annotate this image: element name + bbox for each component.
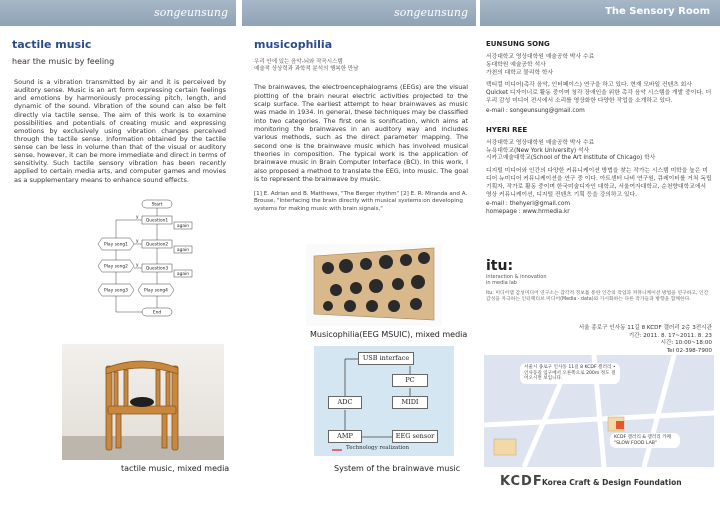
references: [1] E. Adrian and B. Matthews, "The Berger rhythm" [2] E. R. Miranda and A. Brouse, "Interfacing the brain directly with musical systems:on developing systems for making music with brain signals," <box>254 191 468 212</box>
amp-box: AMP <box>328 430 362 443</box>
adc-box: ADC <box>328 396 362 409</box>
kcdf-footer <box>500 474 718 494</box>
flow-question3: Question3 <box>145 266 169 272</box>
photo-speaker-wall <box>306 244 442 326</box>
flow-again-1: again <box>176 224 190 229</box>
degree-line: 시카고예술대학교(School of the Art Institute of Chicago) 학사 <box>486 155 656 162</box>
usb-interface-box: USB interface <box>358 352 414 365</box>
phone-number: Tel 02-398-7900 <box>666 347 712 354</box>
flow-end: End <box>152 310 162 316</box>
bio-name-eunsung: EUNSUNG SONG <box>486 40 550 48</box>
flow-play-song4: Play song4 <box>144 288 168 294</box>
kcdf-logo: KCDF <box>500 474 543 489</box>
degree-line: 동대학원 예술공학 석사 <box>486 61 546 68</box>
brainwave-system-diagram <box>314 346 454 456</box>
degree-line: 서강대학교 영상대학원 예술공학 박사 수료 <box>486 139 595 146</box>
midi-box: MIDI <box>392 396 428 409</box>
author-name: songeunsung <box>154 6 228 19</box>
bio-name-hyeri: HYERI REE <box>486 125 528 134</box>
header-band <box>242 0 476 26</box>
flow-play-song2: Play song2 <box>104 264 128 270</box>
flow-question2: Question2 <box>145 242 169 248</box>
degree-line: 가천의 대학교 물리학 학사 <box>486 69 554 76</box>
section-subtitle: hear the music by feeling <box>12 57 115 66</box>
flow-question1: Question1 <box>145 218 169 224</box>
itu-logo: itu: <box>486 258 514 274</box>
bio-eunsung-degrees <box>486 54 712 77</box>
itu-subtitle-2: in media lab <box>486 280 517 286</box>
degree-line: 서강대학교 영상대학원 예술공학 박사 수료 <box>486 54 595 60</box>
itu-logo-block <box>486 258 547 286</box>
flow-yes-2: y <box>136 239 139 244</box>
flow-yes-3: y <box>136 263 139 268</box>
bio-eunsung-email[interactable]: e-mail : songeunsung@gmail.com <box>486 107 585 114</box>
bio-eunsung-description: 텍티컬 미디어(촉각 음악, 인터페이스) 연구을 하고 있다. 현재 모바일 컨텐츠 회사 Quicket 디자이너로 활동 중이며 청각 장애인을 위한 촉각 음악 시스템을 개발 중이다. 더 우리 감성 미디어 전시에서 소리를 영상화한 다양한 작업을 소개하고 있다. <box>486 82 712 105</box>
kcdf-foundation-name: Korea Craft & Design Foundation <box>542 478 682 487</box>
exhibition-hours: 시간: 10:00~18:00 <box>660 340 712 347</box>
body-text: Sound is a vibration transmitted by air and it is perceived by auditory sense. Music is an art form expressing certain feelings and emotions by harmoniously processing pitch, length, and dynamic of the sound. Vibration of the sound can also be felt directly via tactile sense. The aim of this work is to examine possibilities and potentials of creating music and expressing emotions by exclusively using vibration changes perceived through the tactile sense. Information obtained by the tactile sense can be less in volume than that of the visual or auditory sense, however, it can be more immediate and direct in terms of sensitivity. Such tactile sensory vibration has been recently applied to certain media arts, and computer games and movies as a supplementary means to enhance sound effects. <box>14 78 226 184</box>
eeg-sensor-box: EEG sensor <box>392 430 438 443</box>
itu-subtitle-1: interaction & innovation <box>486 274 547 280</box>
flow-play-song3: Play song3 <box>104 288 128 294</box>
caption-brainwave-system: System of the brainwave music <box>334 464 461 473</box>
flow-yes-1: y <box>136 215 139 220</box>
location-map <box>484 355 714 467</box>
bio-hyeri-homepage[interactable]: homepage : www.hrmedia.kr <box>486 209 570 216</box>
flow-again-3: again <box>176 272 190 277</box>
bio-hyeri-degrees <box>486 140 712 163</box>
body-text: The brainwaves, the electroencephalograms (EEGs) are the visual plotting of the brain neural electric activities projected to the scalp surface. The earliest attempt to hear brainwaves as music was made in 1934. In general, these techniques may be classified into two categories. The first one is sonification, which aims at monitoring the brainwaves in an auditory way and includes various methods, such as the direct parameter mapping. The second one is the brainwave music which has involved musical theories in composition. The typical work is the application of brainwave music in Brain Computer Interface (BCI). In this work, I also proposed a method to translate the EEG, into music. The goal is to represent the brainwave by music. <box>254 83 468 183</box>
photo-tactile-chair <box>62 344 224 460</box>
itu-description: itu: 미디어랩 감성미디어 연구소는 감각적 정보를 통한 인간의 작업과 커뮤니케이션 방법을 연구하고, 인간 감성을 자극하는 인터랙티브 미디어(Media · data)와 가시화하는 다른 작가들과 방향을 함께한다. <box>486 291 709 303</box>
pc-box: PC <box>392 374 428 387</box>
flowchart <box>90 198 200 324</box>
map-callout-directions: 서울시 종로구 인사동 11길 8 KCDF 갤러리 • 인사동길 입구에서 오른쪽으로 200m 정도 걸어오시면 보입니다. <box>520 363 620 384</box>
exhibition-title: The Sensory Room <box>605 6 710 17</box>
korean-line-2: 예술적 상상력과 과학적 분석의 행복한 만남 <box>254 66 359 73</box>
header-band <box>480 0 720 26</box>
venue-address: 서울 종로구 인사동 11길 8 KCDF 갤러리 2층 3전시관 <box>578 325 712 331</box>
author-name: songeunsung <box>394 6 468 19</box>
degree-line: 뉴욕대학교(New York University) 석사 <box>486 147 590 154</box>
section-title: musicophilia <box>254 38 333 51</box>
bio-hyeri-description: 디지털 미디어와 인간의 다양한 커뮤니케이션 방법을 찾는 작가는 시스템 미학을 높은 미디어 뉴미디어 커뮤니케이션을 연구 중 이다. 아트센터 나비 연구원, 큐레이터를 거쳐 독립기획자, 작가로 활동 중이며 한국미술디자인 대학교, 서울여자대학교, 순천향대학교에서 영상 커뮤니케이션, 디지털 컨텐츠 기획 등을 강의하고 있다. <box>486 168 712 198</box>
bio-hyeri-email[interactable]: e-mail : thehyeri@gmail.com <box>486 201 571 208</box>
diagram-legend: Technology realization <box>346 445 410 451</box>
korean-line-1: 우리 안에 있는 음악-뇌와 작곡시스템 <box>254 59 343 65</box>
korean-subtitle <box>254 59 468 73</box>
exhibition-dates: 기간: 2011. 8. 17~2011. 8. 23 <box>628 332 712 339</box>
map-callout-gallery: KCDF 갤러리 & 갤러리 카페 "SLOW FOOD LAB" <box>610 433 680 448</box>
caption-musicophilia: Musicophilia(EEG MSUIC), mixed media <box>310 330 468 339</box>
section-title: tactile music <box>12 38 92 51</box>
caption-tactile-music: tactile music, mixed media <box>121 464 230 473</box>
flow-play-song1: Play song1 <box>104 242 128 248</box>
header-band <box>0 0 236 26</box>
flow-start: Start <box>151 202 163 208</box>
flow-again-2: again <box>176 248 190 253</box>
